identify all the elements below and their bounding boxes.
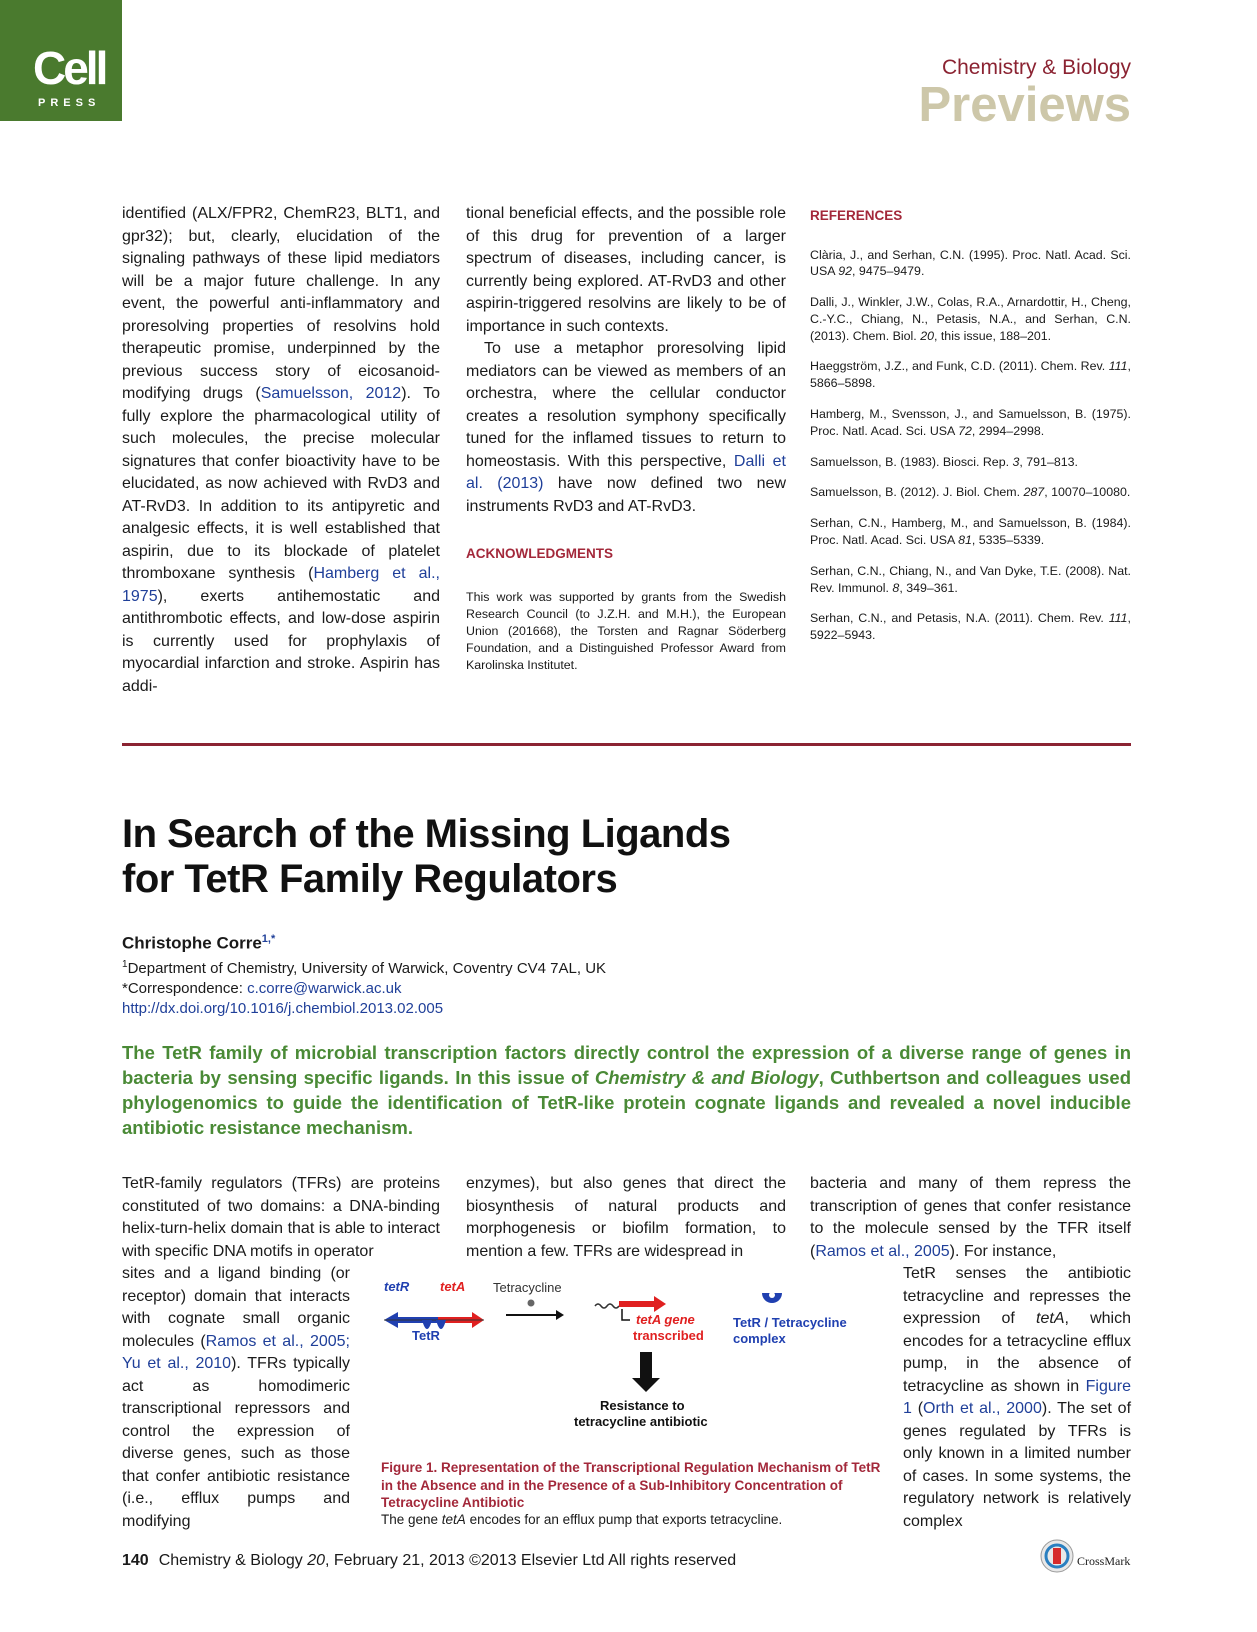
text: ). For instance, [949, 1242, 1057, 1260]
text: The gene [381, 1512, 442, 1527]
text: ). The set of genes regulated by TFRs is only known in a limited number of cases. In some systems, the regulatory network is relatively complex [903, 1400, 1132, 1530]
affiliation-text: Department of Chemistry, University of Warwick, Coventry CV4 7AL, UK [127, 960, 607, 977]
reference-volume: 3 [1012, 454, 1020, 469]
text: encodes for an efflux pump that exports tetracycline. [465, 1512, 783, 1527]
reference-volume: 72 [958, 423, 972, 438]
reference-volume: 111 [1108, 359, 1128, 374]
gene-italic: tetA [1036, 1310, 1065, 1327]
reference-text: Serhan, C.N., Chiang, N., and Van Dyke, T.E. (2008). Nat. Rev. Immunol. [810, 563, 1131, 595]
gene-italic: tetA [441, 1512, 466, 1527]
reference-pages: , 349–361. [899, 580, 958, 595]
text: ). To fully explore the pharmacological utility of such molecules, the precise molecular signatures that confer bioactivity have to be elucidated, as now achieved with RvD3 and AT-RvD3. In addition to its antipyretic and analgesic effects, it is well established that aspirin, due to its blockade of platelet thromboxane synthesis ( [122, 385, 441, 582]
email-link[interactable]: c.corre@warwick.ac.uk [247, 980, 402, 997]
resistance-arrowhead [632, 1378, 660, 1392]
article-title [122, 812, 731, 902]
body-col3-top [810, 1173, 1131, 1263]
correspondence-label: *Correspondence: [122, 980, 248, 997]
text: The TetR family of microbial transcription factors directly control the expression of a diverse range of genes in bacteria by sensing specific ligands. In this issue of [122, 1042, 1131, 1088]
reference-pages: , 10070–10080. [1044, 485, 1131, 500]
body-col1-top: TetR-family regulators (TFRs) are proteins constituted of two domains: a DNA-binding helix-turn-helix domain that is able to interact with specific DNA motifs in operator [122, 1175, 440, 1260]
reference-item [810, 515, 1131, 549]
reference-list [810, 247, 1131, 645]
citation-link[interactable]: Ramos et al., 2005 [815, 1242, 950, 1260]
label-TetR: TetR [412, 1328, 440, 1343]
reference-pages: , 9475–9479. [852, 264, 925, 279]
bound-tetracycline-icon [769, 1292, 775, 1298]
citation-link[interactable]: Dalli et al. (2013) [466, 452, 787, 492]
label-resistance-line2: tetracycline antibiotic [574, 1414, 708, 1429]
paragraph: tional beneficial effects, and the possible role of this drug for prevention of a larger spectrum of diseases, including cancer, is currently being explored. AT-RvD3 and other aspirin-triggered resolvins are likely to be of importance in such contexts. [466, 205, 786, 335]
affiliation-superscript: 1 [122, 959, 128, 970]
label-tetR: tetR [384, 1279, 410, 1294]
reference-text: Haeggström, J.Z., and Funk, C.D. (2011). Chem. Rev. [810, 359, 1109, 374]
logo-cell-text: Cell [33, 42, 106, 94]
text: ( [911, 1400, 924, 1417]
prev-article-col2 [466, 203, 786, 675]
reference-item [810, 358, 1131, 392]
text: TetR senses the antibiotic tetracycline and represses the expression of [903, 1265, 1131, 1327]
reference-volume: 8 [892, 580, 900, 595]
text: , Cuthbertson and colleagues used phylogenomics to guide the identification of TetR-like protein cognate ligands and revealed a novel inducible antibiotic resistance mechanism. [122, 1067, 1132, 1138]
reference-item [810, 563, 1131, 597]
author-name [122, 933, 275, 954]
author-text: Christophe Corre [122, 933, 262, 953]
reference-volume: 81 [958, 533, 972, 548]
doi-link[interactable]: http://dx.doi.org/10.1016/j.chembiol.2013.02.005 [122, 1000, 444, 1017]
reference-pages: , 5335–5339. [971, 533, 1045, 548]
section-name: Previews [918, 78, 1131, 132]
author-affiliation [122, 955, 606, 1019]
reference-item [810, 610, 1131, 644]
label-gene-line1: tetA gene [636, 1312, 695, 1327]
reference-pages: , 791–813. [1019, 454, 1078, 469]
reference-item [810, 484, 1131, 501]
mrna-wave-icon [595, 1304, 619, 1308]
references-column [810, 205, 1131, 658]
abstract [122, 1040, 1131, 1140]
tetracycline-molecule-icon [528, 1300, 535, 1307]
reference-item [810, 406, 1131, 440]
references-heading: REFERENCES [810, 208, 903, 223]
reference-text: Dalli, J., Winkler, J.W., Colas, R.A., Arnardottir, H., Cheng, C.-Y.C., Chiang, N., Petasis, N.A., and Serhan, C.N. (2013). Chem. Biol. [810, 295, 1131, 343]
body-col3-narrow [903, 1263, 1131, 1533]
resistance-arrow-shaft [640, 1352, 652, 1378]
acknowledgments-heading: ACKNOWLEDGMENTS [466, 546, 613, 561]
crossmark-icon[interactable] [1040, 1538, 1074, 1574]
tetA-gene-arrow-transcribed [619, 1296, 666, 1312]
reference-pages: , this issue, 188–201. [933, 328, 1052, 343]
body-col1-narrow [122, 1263, 350, 1533]
title-line: for TetR Family Regulators [122, 857, 618, 901]
reference-text: Hamberg, M., Svensson, J., and Samuelsson, B. (1975). Proc. Natl. Acad. Sci. USA [810, 407, 1131, 438]
text: bacteria and many of them repress the transcription of genes that confer resistance to the molecule sensed by the TFR itself ( [810, 1175, 1131, 1260]
reference-pages: , 2994–2998. [971, 423, 1045, 438]
label-tetA: tetA [440, 1279, 466, 1294]
label-resistance-line1: Resistance to [600, 1398, 685, 1413]
reference-volume: 92 [838, 264, 853, 279]
reference-item [810, 247, 1131, 281]
journal-italic: Chemistry & and Biology [594, 1067, 819, 1088]
reference-item [810, 294, 1131, 344]
text: identified (ALX/FPR2, ChemR23, BLT1, and gpr32); but, clearly, elucidation of the signaling pathways of these lipid mediators will be a major future challenge. In any event, the powerful anti-inflammatory and proresolving properties of resolvins hold therapeutic promise, underpinned by the previous success story of eicosanoid-modifying drugs ( [122, 205, 440, 402]
acknowledgments-text: This work was supported by grants from the Swedish Research Council (to J.Z.H. and M.H.), the European Union (201668), the Torsten and Ragnar Söderberg Foundation, and a Distinguished Professor Award from Karolinska Institutet. [466, 589, 786, 673]
cell-press-logo [0, 0, 122, 121]
correspondence-line [122, 979, 606, 999]
author-superscript: 1,* [261, 933, 276, 945]
paragraph [466, 338, 786, 518]
title-line: In Search of the Missing Ligands [122, 812, 731, 856]
paragraph [122, 203, 440, 698]
footer-copyright: , February 21, 2013 ©2013 Elsevier Ltd All rights reserved [325, 1552, 737, 1569]
citation-link[interactable]: Samuelsson, 2012 [260, 385, 402, 402]
page-number: 140 [122, 1552, 149, 1569]
reference-text: Serhan, C.N., and Petasis, N.A. (2011). Chem. Rev. [810, 611, 1109, 626]
figure-link[interactable]: Figure 1 [903, 1377, 1131, 1417]
page-footer [122, 1552, 736, 1570]
label-complex-line1: TetR / Tetracycline [733, 1315, 847, 1330]
affiliation-line [122, 955, 606, 979]
citation-link[interactable]: Orth et al., 2000 [923, 1400, 1042, 1417]
reference-item [810, 454, 1131, 471]
text: have now defined two new instruments RvD3 and AT-RvD3. [466, 475, 787, 515]
citation-link[interactable]: Ramos et al., 2005; Yu et al., 2010 [122, 1332, 350, 1372]
reference-volume: 111 [1108, 611, 1128, 626]
reference-volume: 287 [1023, 485, 1045, 500]
figure-caption-text [381, 1512, 782, 1527]
reference-volume: 20 [920, 328, 934, 343]
reference-pages: , 5922–5943. [810, 611, 1131, 643]
reference-text: Samuelsson, B. (1983). Biosci. Rep. [810, 454, 1013, 469]
crossmark-label[interactable]: CrossMark [1077, 1554, 1131, 1568]
doi-line [122, 999, 606, 1019]
journal-name: Chemistry & Biology [941, 56, 1131, 79]
reference-text: Samuelsson, B. (2012). J. Biol. Chem. [810, 485, 1024, 500]
logo-press-text: PRESS [38, 97, 101, 109]
text: ). TFRs typically act as homodimeric transcriptional repressors and control the expression of diverse genes, such as those that confer antibiotic resistance (i.e., efflux pumps and modifying [122, 1355, 350, 1530]
label-gene-line2: transcribed [633, 1328, 704, 1343]
figure-caption-title: Figure 1. Representation of the Transcriptional Regulation Mechanism of TetR in the Absence and in the Presence of a Sub-Inhibitory Concentration of Tetracycline Antibiotic [381, 1460, 881, 1510]
body-col2-top: enzymes), but also genes that direct the biosynthesis of natural products and morphogenesis or biofilm formation, to mention a few. TFRs are widespread in [466, 1175, 786, 1260]
reference-text: Clària, J., and Serhan, C.N. (1995). Proc. Natl. Acad. Sci. USA [810, 247, 1131, 279]
text: , which encodes for a tetracycline efflux pump, in the absence of tetracycline as shown in [903, 1310, 1132, 1395]
transcription-start-arrow [622, 1309, 630, 1320]
reference-text: Serhan, C.N., Hamberg, M., and Samuelsson, B. (1984). Proc. Natl. Acad. Sci. USA [810, 516, 1131, 548]
reaction-arrowhead [556, 1310, 564, 1320]
footer-journal: Chemistry & Biology [158, 1552, 308, 1569]
text: ), exerts antihemostatic and antithrombotic effects, and low-dose aspirin is currently used for prophylaxis of myocardial infarction and stroke. Aspirin has addi- [122, 587, 440, 695]
text: To use a metaphor proresolving lipid mediators can be viewed as members of an orchestra, where the cellular conductor creates a resolution symphony specifically tuned for the inflamed tissues to return to homeostasis. With this perspective, [466, 340, 786, 470]
footer-volume: 20 [307, 1552, 325, 1569]
reference-pages: , 5866–5898. [810, 359, 1131, 391]
citation-link[interactable]: Hamberg et al., 1975 [122, 565, 440, 605]
text: sites and a ligand binding (or receptor) domain that interacts with cognate small organic molecules ( [122, 1265, 350, 1350]
section-divider [122, 743, 1131, 746]
label-complex-line2: complex [733, 1331, 786, 1346]
label-tetracycline: Tetracycline [493, 1280, 562, 1295]
prev-article-col1 [122, 203, 440, 698]
